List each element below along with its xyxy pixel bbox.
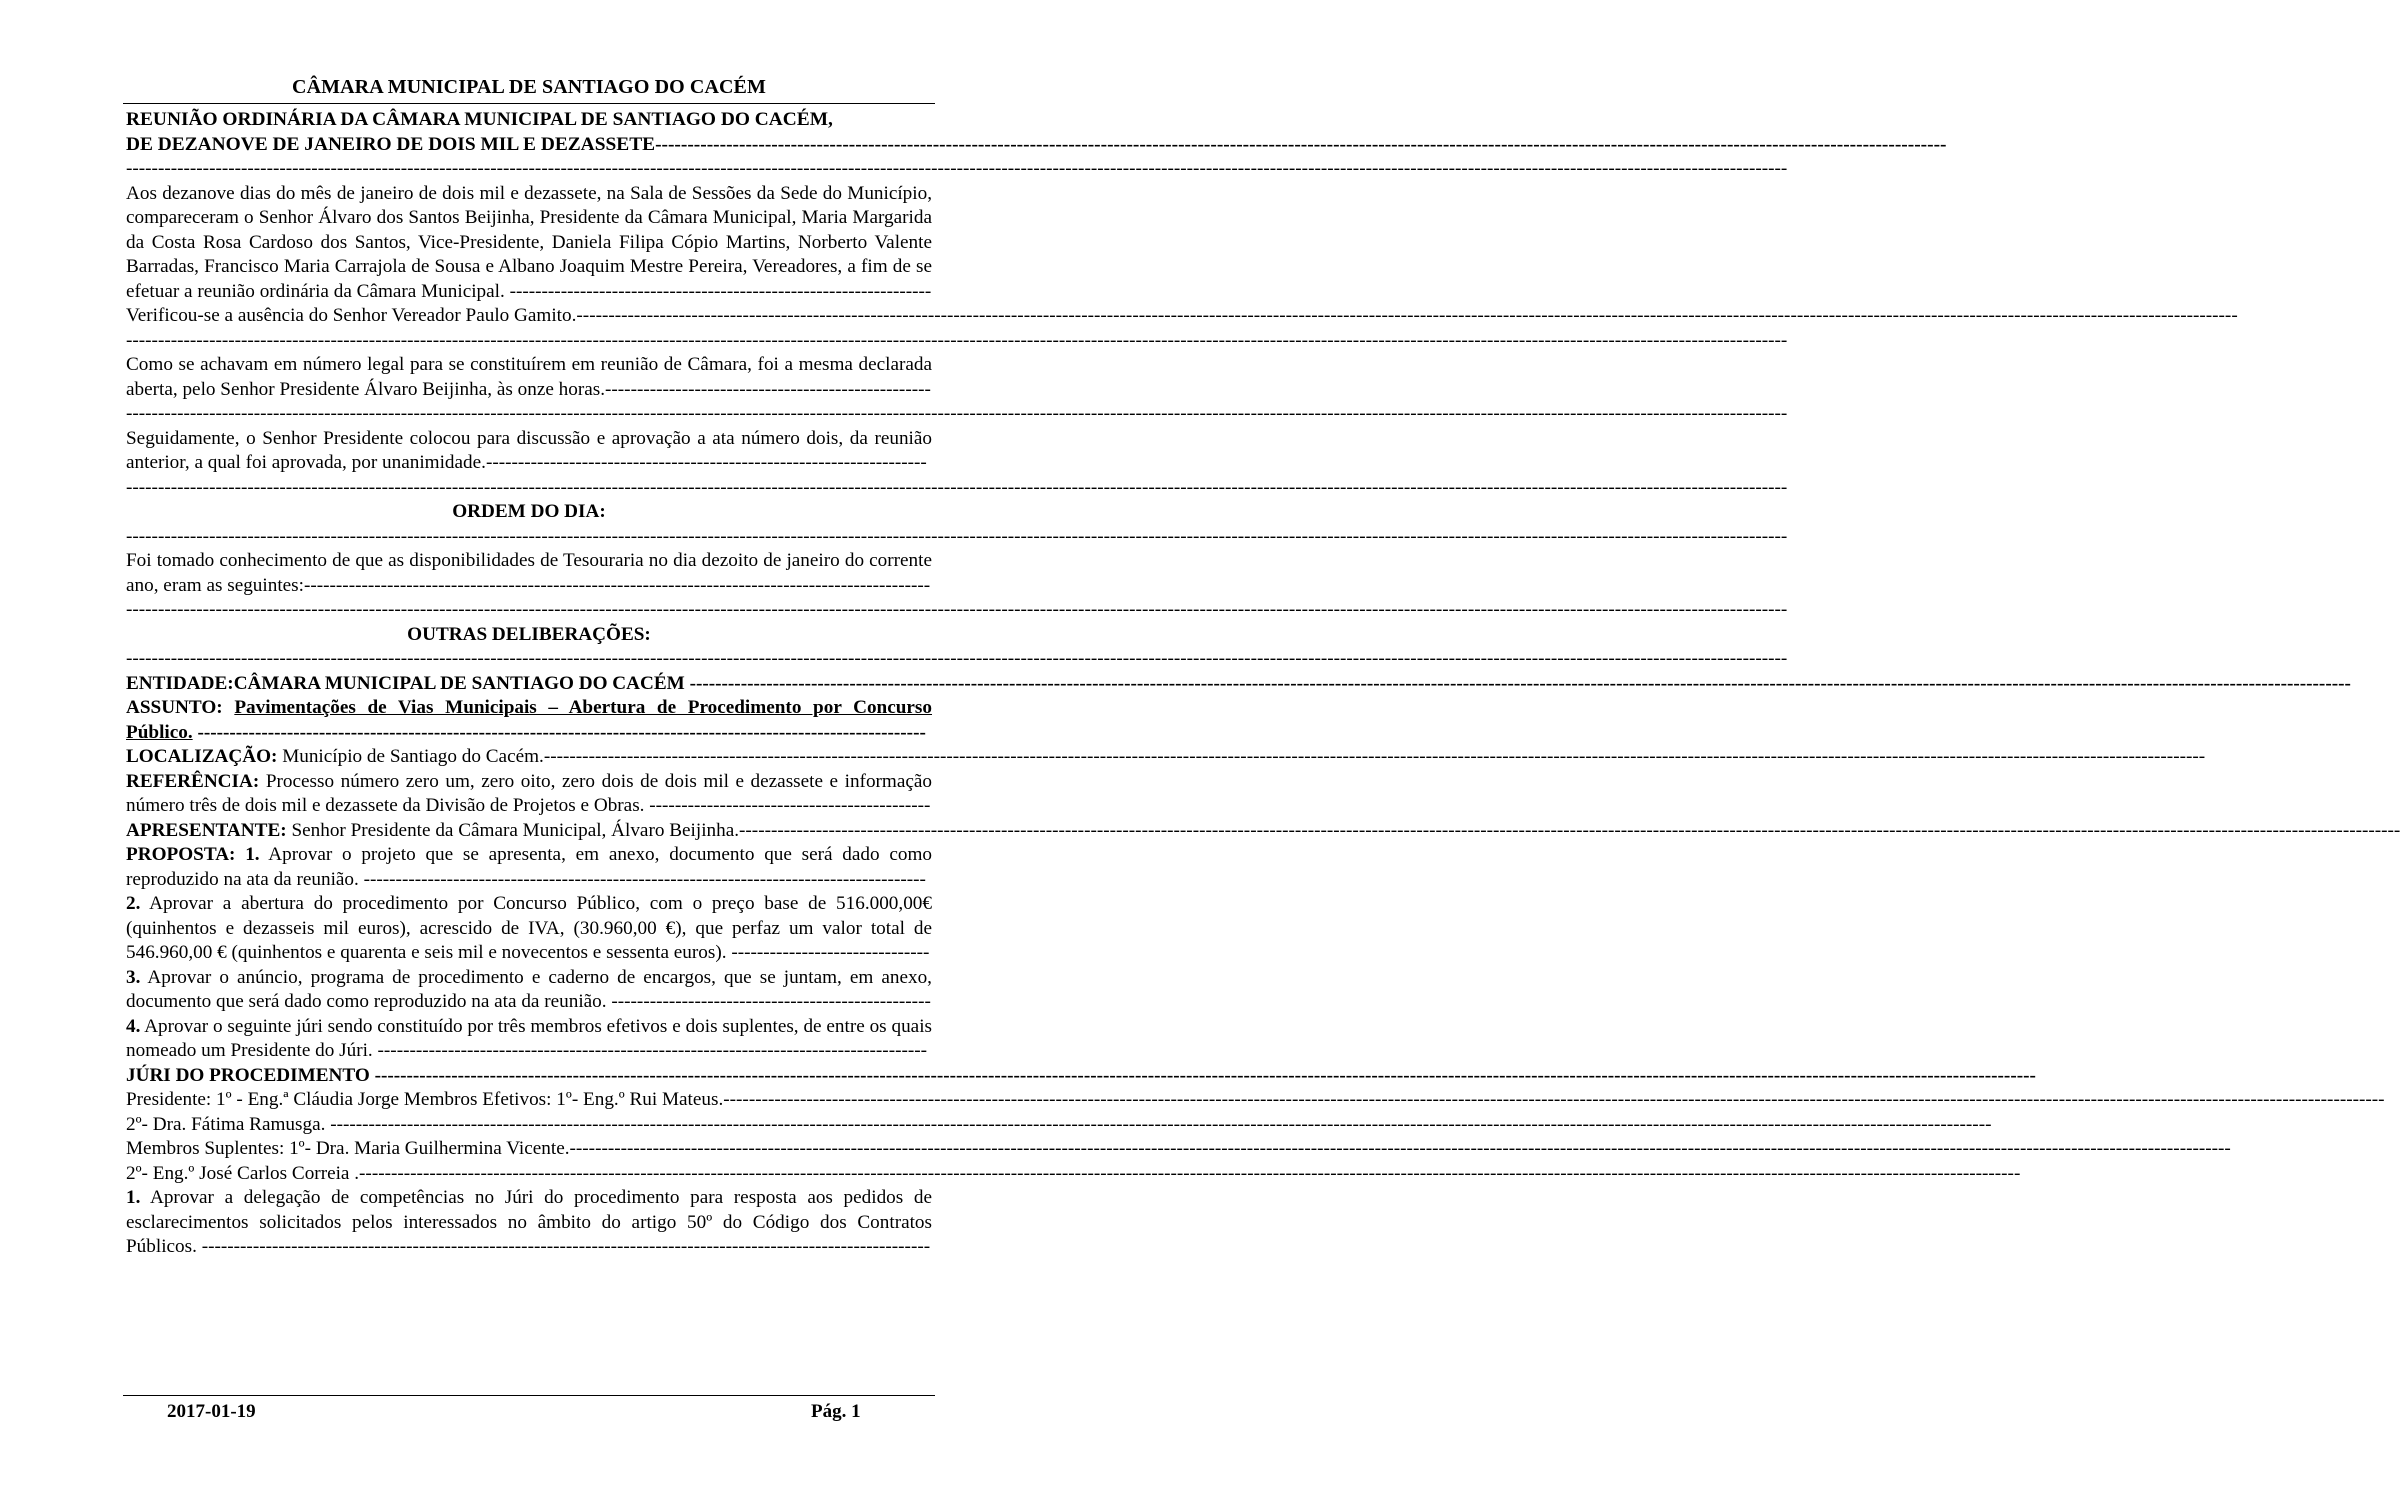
dash-separator: -------------------------------------------------------------------------------------------------------------------------------------------------------------------------------------------------------------------------------------------------------------------- [126,329,1788,351]
meeting-title-line1: REUNIÃO ORDINÁRIA DA CÂMARA MUNICIPAL DE SANTIAGO DO CACÉM, [126,109,833,130]
jury-line-1: Presidente: 1º - Eng.ª Cláudia Jorge Membros Efetivos: 1º- Eng.º Rui Mateus.-------------------------------------------------------------------------------------------------------------------------------------------------------------------------------------------------------------------------------------------------------------------- [126,1089,2385,1110]
footer-page-number: Pág. 1 [811,1401,861,1422]
footer-date: 2017-01-19 [167,1401,256,1422]
meeting-title-line2: DE DEZANOVE DE JANEIRO DE DOIS MIL E DEZASSETE-------------------------------------------------------------------------------------------------------------------------------------------------------------------------------------------------------- [126,133,1947,155]
jury-line-3: Membros Suplentes: 1º- Dra. Maria Guilhermina Vicente.-------------------------------------------------------------------------------------------------------------------------------------------------------------------------------------------------------------------------------------------------------------------- [126,1138,2231,1159]
jury-title: JÚRI DO PROCEDIMENTO -------------------------------------------------------------------------------------------------------------------------------------------------------------------------------------------------------------------------------------------------------------------- [126,1064,2036,1086]
entity-line: ENTIDADE:CÂMARA MUNICIPAL DE SANTIAGO DO CACÉM -------------------------------------------------------------------------------------------------------------------------------------------------------------------------------------------------------------------------------------------------------------------- [126,672,2351,694]
reference-line: REFERÊNCIA: Processo número zero um, zero oito, zero dois de dois mil e dezassete e informação número três de dois mil e dezassete da Divisão de Projetos e Obras. -------------------------------------------- [126,770,933,816]
treasury-paragraph: Foi tomado conhecimento de que as disponibilidades de Tesouraria no dia dezoito de janeiro do corrente ano, eram as seguintes:-------------------------------------------------------------------------------------------------- [126,550,932,596]
jury-line-2: 2º- Dra. Fátima Ramusga. -------------------------------------------------------------------------------------------------------------------------------------------------------------------------------------------------------------------------------------------------------------------- [126,1113,1992,1135]
header-rule [123,103,935,104]
delegation-item-1: 1. Aprovar a delegação de competências no Júri do procedimento para resposta aos pedidos de esclarecimentos solicitados pelos interessados no âmbito do artigo 50º do Código dos Contratos Públicos. ------------------------------------------------------------------------------------------------------------------ [126,1187,932,1257]
minutes-paragraph: Seguidamente, o Senhor Presidente colocou para discussão e aprovação a ata número dois, da reunião anterior, a qual foi aprovada, por unanimidade.--------------------------------------------------------------------- [126,427,932,473]
dash-separator: -------------------------------------------------------------------------------------------------------------------------------------------------------------------------------------------------------------------------------------------------------------------- [126,525,1788,547]
proposal-item-1: PROPOSTA: 1. Aprovar o projeto que se apresenta, em anexo, documento que será dado como reproduzido na ata da reunião. ---------------------------------------------------------------------------------------- [126,844,932,890]
dash-separator: -------------------------------------------------------------------------------------------------------------------------------------------------------------------------------------------------------------------------------------------------------------------- [126,403,1788,424]
jury-line-4: 2º- Eng.º José Carlos Correia .-------------------------------------------------------------------------------------------------------------------------------------------------------------------------------------------------------------------------------------------------------------------- [126,1162,2021,1184]
subject-line: ASSUNTO: Pavimentações de Vias Municipais – Abertura de Procedimento por Concurso Público. ------------------------------------------------------------------------------------------------------------------ [126,697,932,743]
dash-separator: -------------------------------------------------------------------------------------------------------------------------------------------------------------------------------------------------------------------------------------------------------------------- [126,476,1788,498]
proposal-item-3: 3. Aprovar o anúncio, programa de procedimento e caderno de encargos, que se juntam, em anexo, documento que será dado como reproduzido na ata da reunião. -------------------------------------------------- [126,966,932,1012]
quorum-paragraph: Como se achavam em número legal para se constituírem em reunião de Câmara, foi a mesma declarada aberta, pelo Senhor Presidente Álvaro Beijinha, às onze horas.--------------------------------------------------- [126,354,932,400]
meeting-title [126,108,1947,157]
dash-separator: -------------------------------------------------------------------------------------------------------------------------------------------------------------------------------------------------------------------------------------------------------------------- [126,648,1788,669]
location-line: LOCALIZAÇÃO: Município de Santiago do Cacém.-------------------------------------------------------------------------------------------------------------------------------------------------------------------------------------------------------------------------------------------------------------------- [126,746,2206,767]
document-body [126,108,2400,1260]
proposal-item-2: 2. Aprovar a abertura do procedimento por Concurso Público, com o preço base de 516.000,00€ (quinhentos e dezasseis mil euros), acrescido de IVA, (30.960,00 €), que perfaz um valor total de 546.960,00 € (quinhentos e quarenta e seis mil e novecentos e sessenta euros). ------------------------------- [126,893,932,963]
dash-separator: -------------------------------------------------------------------------------------------------------------------------------------------------------------------------------------------------------------------------------------------------------------------- [126,158,1788,179]
presenter-line: APRESENTANTE: Senhor Presidente da Câmara Municipal, Álvaro Beijinha.-------------------------------------------------------------------------------------------------------------------------------------------------------------------------------------------------------------------------------------------------------------------- [126,819,2400,841]
page-header-title: CÂMARA MUNICIPAL DE SANTIAGO DO CACÉM [292,76,766,98]
presence-paragraph: Aos dezanove dias do mês de janeiro de dois mil e dezassete, na Sala de Sessões da Sede do Município, compareceram o Senhor Álvaro dos Santos Beijinha, Presidente da Câmara Municipal, Maria Margarida da Costa Rosa Cardoso dos Santos, Vice-Presidente, Daniela Filipa Cópio Martins, Norberto Valente Barradas, Francisco Maria Carrajola de Sousa e Albano Joaquim Mestre Pereira, Vereadores, a fim de se efetuar a reunião ordinária da Câmara Municipal. ------------------------------------------------------------------ [126,182,932,302]
absence-paragraph: Verificou-se a ausência do Senhor Vereador Paulo Gamito.-------------------------------------------------------------------------------------------------------------------------------------------------------------------------------------------------------------------------------------------------------------------- [126,305,2238,326]
footer-rule [123,1395,935,1396]
agenda-heading: ORDEM DO DIA: [452,501,606,522]
proposal-item-4: 4. Aprovar o seguinte júri sendo constituído por três membros efetivos e dois suplentes, de entre os quais nomeado um Presidente do Júri. -------------------------------------------------------------------------------------- [126,1015,932,1061]
dash-separator: -------------------------------------------------------------------------------------------------------------------------------------------------------------------------------------------------------------------------------------------------------------------- [126,599,1788,620]
other-deliberations-heading: OUTRAS DELIBERAÇÕES: [407,623,651,645]
